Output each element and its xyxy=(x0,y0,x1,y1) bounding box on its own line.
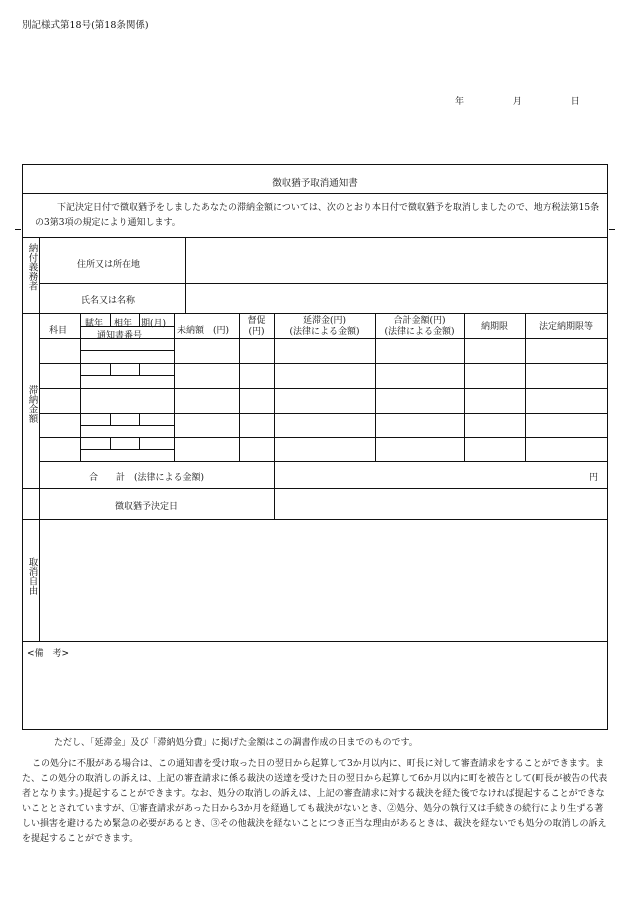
row5-v2 xyxy=(139,437,140,449)
vline-notice xyxy=(174,313,175,461)
form-reference: 別記様式第18号(第18条関係) xyxy=(22,20,149,31)
sum-bottom xyxy=(23,488,607,489)
vline-due xyxy=(525,313,526,461)
year-label: 年 xyxy=(455,97,465,107)
row4-v1 xyxy=(110,413,111,425)
form-title: 徴収猶予取消通知書 xyxy=(272,178,358,189)
row2-v1 xyxy=(110,363,111,375)
vline-total xyxy=(464,313,465,461)
reason-vline xyxy=(39,519,40,641)
address-label: 住所又は所在地 xyxy=(77,260,141,270)
row4-sub xyxy=(80,425,174,426)
col-due: 納期限 xyxy=(480,322,508,332)
reason-bottom xyxy=(23,641,607,642)
vline-ay xyxy=(139,313,140,326)
intro-divider xyxy=(23,237,607,238)
obligor-vline xyxy=(39,237,40,314)
title-divider xyxy=(23,193,607,194)
rows-bottom xyxy=(39,461,607,462)
obligor-label-vline xyxy=(185,237,186,314)
col-total: 合計金額(円) (法律による金額) xyxy=(384,316,455,337)
margin-tick-right xyxy=(609,229,615,230)
row2-v2 xyxy=(139,363,140,375)
row4-v2 xyxy=(139,413,140,425)
notice-form xyxy=(22,164,608,730)
note-amounts: ただし、「延滞金」及び「滞納処分費」に掲げた金額はこの調書作成の日までのものです。 xyxy=(54,738,418,748)
col-subject: 科目 xyxy=(49,326,68,336)
decision-bottom xyxy=(23,519,607,520)
row3-bottom xyxy=(39,413,607,414)
month-label: 月 xyxy=(512,97,522,107)
row2-bottom xyxy=(39,388,607,389)
vline-fy xyxy=(110,313,111,326)
name-label: 氏名又は名称 xyxy=(81,296,136,306)
col-legal-due: 法定納期限等 xyxy=(538,322,593,332)
intro-text: 下記決定日付で徴収猶予をしましたあなたの滞納金額については、次のとおり本日付で徴収猶予を取消しましたので、地方税法第15条の3第3項の規定により通知します。 xyxy=(35,203,600,228)
margin-tick-left xyxy=(15,229,21,230)
remarks-label: <備 考> xyxy=(27,649,70,659)
obligor-label: 納付義務者 xyxy=(26,243,38,291)
sum-yen: 円 xyxy=(589,473,599,483)
header-bottom xyxy=(39,338,607,339)
day-label: 日 xyxy=(570,97,580,107)
row4-bottom xyxy=(39,437,607,438)
date-line xyxy=(455,94,580,107)
arrears-label: 滞納金額 xyxy=(26,385,38,423)
col-period: 期(月) xyxy=(141,319,167,329)
row5-v1 xyxy=(110,437,111,449)
col-late-fee: 延滞金(円) (法律による金額) xyxy=(289,316,360,337)
row1-bottom xyxy=(39,363,607,364)
col-notice-no: 通知書番号 xyxy=(97,331,143,341)
sum-label: 合 計 (法律による金額) xyxy=(89,473,205,483)
row2-sub xyxy=(80,375,174,376)
col-ay: 相年 xyxy=(114,319,133,329)
col-unpaid: 未納額 (円) xyxy=(177,326,230,336)
notes xyxy=(22,736,608,847)
note-appeal: この処分に不服がある場合は、この通知書を受け取った日の翌日から起算して3か月以内に、町長に対して審査請求をすることができます。また、この処分の取消しの訴えは、上記の審査請求に係る裁決の送達を受けた日の翌日から起算して6か月以内に町を被告として(町長が被告の代表者となります。)提起することができます。なお、処分の取消しの訴えは、上記の審査請求に対する裁決を経た後でなければ提起することができないこととされていますが、①審査請求があった日から3か月を経過しても裁決がないとき、②処分、処分の執行又は手続きの続行により生ずる著しい損害を避けるため緊急の必要があるとき、③その他裁決を経ないことにつき正当な理由があるときは、裁決を経ないでも処分の取消しの訴えを提起することができます。 xyxy=(22,759,608,844)
vline-subject xyxy=(80,313,81,461)
notice-no-divider xyxy=(80,326,174,327)
reason-label: 取消自由 xyxy=(26,557,38,595)
col-demand: 督促 (円) xyxy=(247,316,266,337)
col-fy: 賦年 xyxy=(85,319,104,329)
row5-sub xyxy=(80,449,174,450)
row1-sub xyxy=(80,350,174,351)
decision-label: 徴収猶予決定日 xyxy=(115,502,179,512)
vline-sum xyxy=(274,461,275,519)
address-divider xyxy=(39,283,607,284)
